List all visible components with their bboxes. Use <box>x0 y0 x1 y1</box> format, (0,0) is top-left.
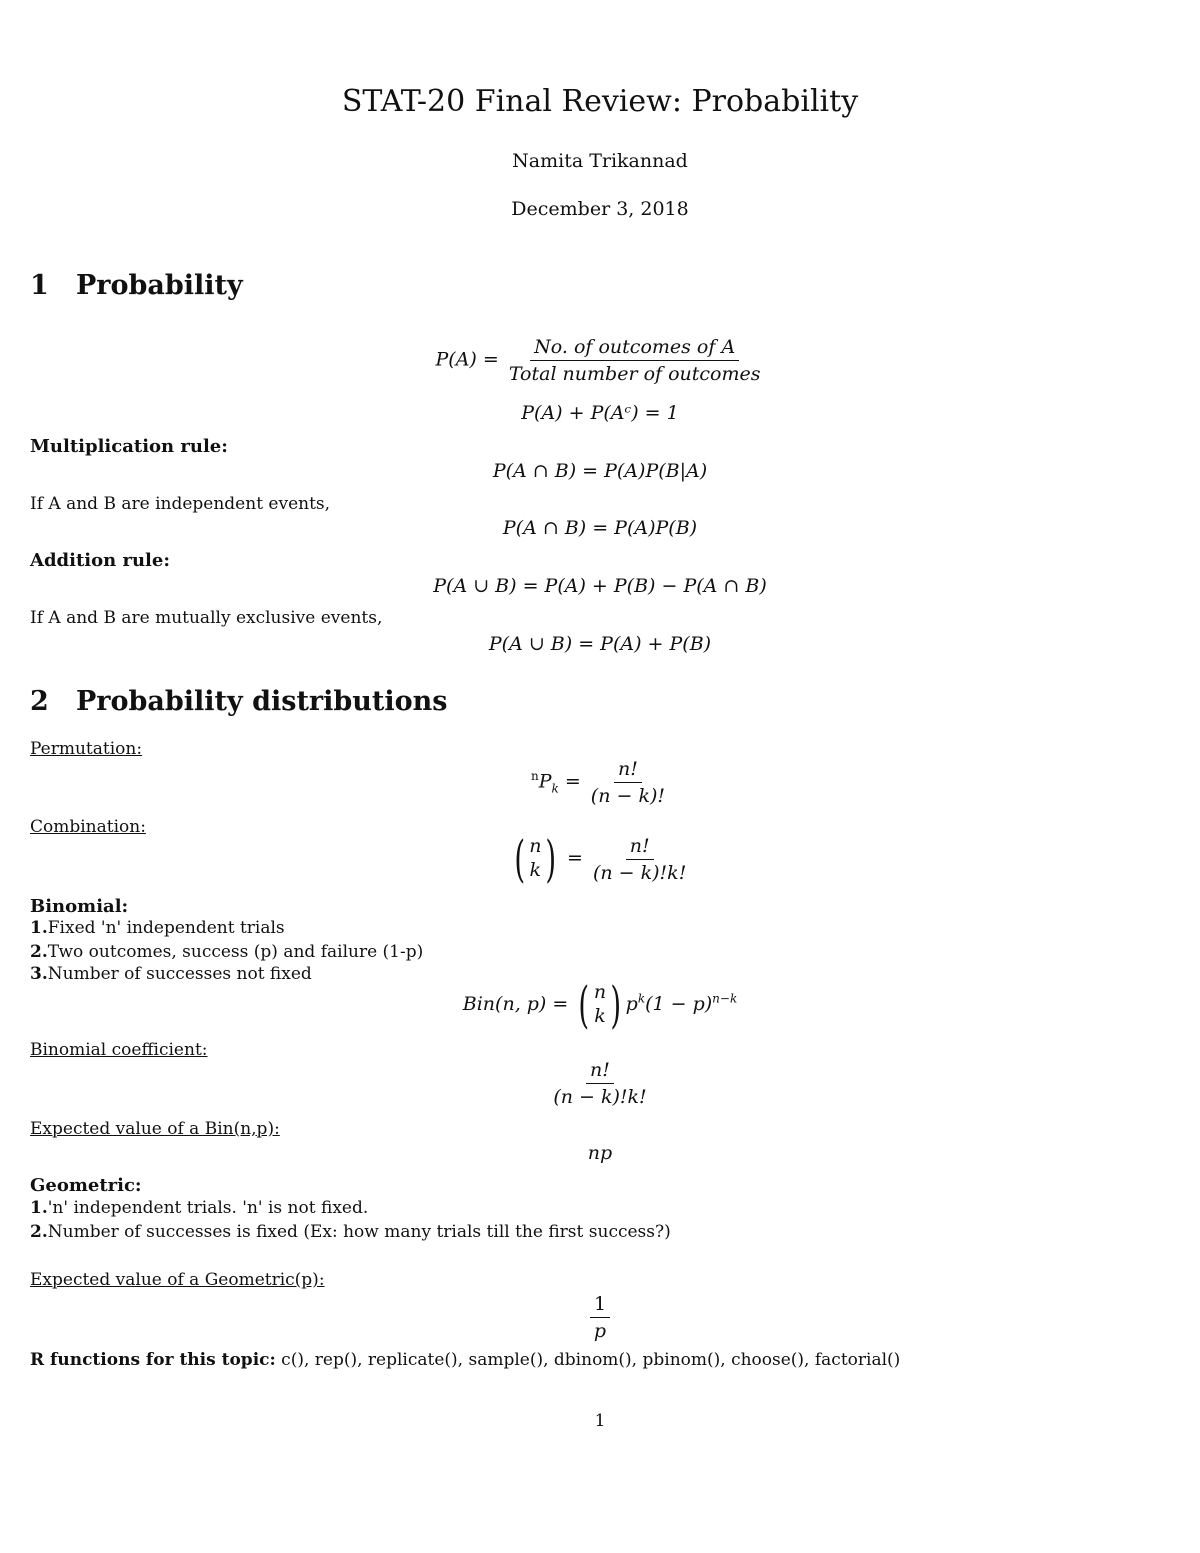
section-1-number: 1 <box>30 270 49 301</box>
expected-value-binomial-label: Expected value of a Bin(n,p): <box>30 1119 280 1139</box>
section-1-title: Probability <box>76 270 243 301</box>
addition-formula: P(A ∪ B) = P(A) + P(B) − P(A ∩ B) <box>433 575 767 597</box>
perm-numerator: n! <box>614 758 642 783</box>
prob-numerator: No. of outcomes of A <box>530 336 739 361</box>
comb-fraction <box>589 835 690 884</box>
bincoef-numerator: n! <box>586 1059 614 1084</box>
mutually-exclusive-text: If A and B are mutually exclusive events, <box>30 608 383 628</box>
geometric-point-2-num: 2. <box>30 1222 48 1242</box>
binomial-coefficient-label: Binomial coefficient: <box>30 1040 208 1060</box>
independent-text: If A and B are independent events, <box>30 494 331 514</box>
expected-value-geometric-label: Expected value of a Geometric(p): <box>30 1270 325 1290</box>
geometric-label: Geometric: <box>30 1175 142 1196</box>
perm-sub: k <box>551 781 559 796</box>
binomial-point-2-text: Two outcomes, success (p) and failure (1-p) <box>47 942 424 962</box>
prob-denominator: Total number of outcomes <box>508 363 761 385</box>
binomial-point-2 <box>30 942 423 962</box>
date: December 3, 2018 <box>511 198 689 220</box>
comb-k: k <box>529 859 542 881</box>
section-2-title: Probability distributions <box>76 686 448 717</box>
independent-formula: P(A ∩ B) = P(A)P(B) <box>502 517 698 539</box>
permutation-label: Permutation: <box>30 739 143 759</box>
bin-p: p <box>625 993 638 1015</box>
binomial-coefficient-formula <box>0 1059 1200 1108</box>
section-1-heading <box>30 270 243 301</box>
combination-formula <box>0 830 1200 888</box>
expected-value-geometric-formula <box>0 1293 1200 1342</box>
addition-rule-label: Addition rule: <box>30 550 170 571</box>
r-functions-line <box>30 1350 900 1370</box>
binomial-point-3-num: 3. <box>30 964 48 984</box>
bin-k: k <box>594 1005 606 1027</box>
author: Namita Trikannad <box>512 150 688 172</box>
bin-p-exp: k <box>637 991 646 1006</box>
document-title: STAT-20 Final Review: Probability <box>341 84 859 119</box>
geometric-point-1-text: 'n' independent trials. 'n' is not fixed. <box>47 1198 369 1218</box>
r-functions-list: c(), rep(), replicate(), sample(), dbinom(), pbinom(), choose(), factorial() <box>275 1350 901 1370</box>
binomial-point-1-text: Fixed 'n' independent trials <box>47 918 285 938</box>
mutually-exclusive-formula: P(A ∪ B) = P(A) + P(B) <box>488 633 712 655</box>
comb-numerator: n! <box>626 835 654 860</box>
comb-equals: = <box>567 847 583 869</box>
probability-definition <box>0 336 1200 385</box>
geo-numerator: 1 <box>590 1293 610 1318</box>
binomial-point-1 <box>30 918 285 938</box>
complement-rule: P(A) + P(Aᶜ) = 1 <box>521 402 679 424</box>
multiplication-rule-label: Multiplication rule: <box>30 436 228 457</box>
binomial-formula <box>0 976 1200 1034</box>
prob-lhs: P(A) = <box>435 348 499 371</box>
combination-label: Combination: <box>30 817 146 837</box>
geo-fraction <box>590 1293 610 1342</box>
bin-rest-exp: n−k <box>712 991 738 1006</box>
comb-binomial: ( n k ) <box>514 830 557 888</box>
prob-fraction <box>505 336 765 385</box>
bin-lhs: Bin(n, p) = <box>462 993 569 1015</box>
bin-n: n <box>593 981 607 1004</box>
perm-sup: n <box>530 769 539 784</box>
section-2-heading <box>30 686 448 717</box>
perm-equals: = <box>564 770 581 793</box>
perm-P: P <box>538 770 552 793</box>
geometric-point-2-text: Number of successes is fixed (Ex: how many trials till the first success?) <box>47 1222 671 1242</box>
bincoef-fraction <box>549 1059 650 1108</box>
binomial-point-3-text: Number of successes not fixed <box>47 964 312 984</box>
perm-fraction <box>587 758 669 807</box>
permutation-formula <box>0 758 1200 807</box>
multiplication-formula: P(A ∩ B) = P(A)P(B|A) <box>492 460 708 482</box>
perm-denominator: (n − k)! <box>590 785 666 807</box>
comb-n: n <box>529 835 542 858</box>
comb-denominator: (n − k)!k! <box>592 861 687 884</box>
binomial-point-1-num: 1. <box>30 918 48 938</box>
page-number: 1 <box>594 1411 606 1431</box>
section-2-number: 2 <box>30 686 49 717</box>
bin-binomial: ( n k ) <box>578 976 622 1034</box>
bincoef-denominator: (n − k)!k! <box>553 1086 647 1108</box>
r-functions-label: R functions for this topic: <box>30 1350 276 1370</box>
geometric-point-2 <box>30 1222 671 1242</box>
binomial-point-2-num: 2. <box>30 942 48 962</box>
geo-denominator: p <box>593 1320 607 1342</box>
binomial-label: Binomial: <box>30 896 129 917</box>
expected-value-binomial-formula: np <box>587 1142 613 1164</box>
geometric-point-1 <box>30 1198 368 1218</box>
bin-rest: (1 − p) <box>645 993 713 1015</box>
geometric-point-1-num: 1. <box>30 1198 48 1218</box>
